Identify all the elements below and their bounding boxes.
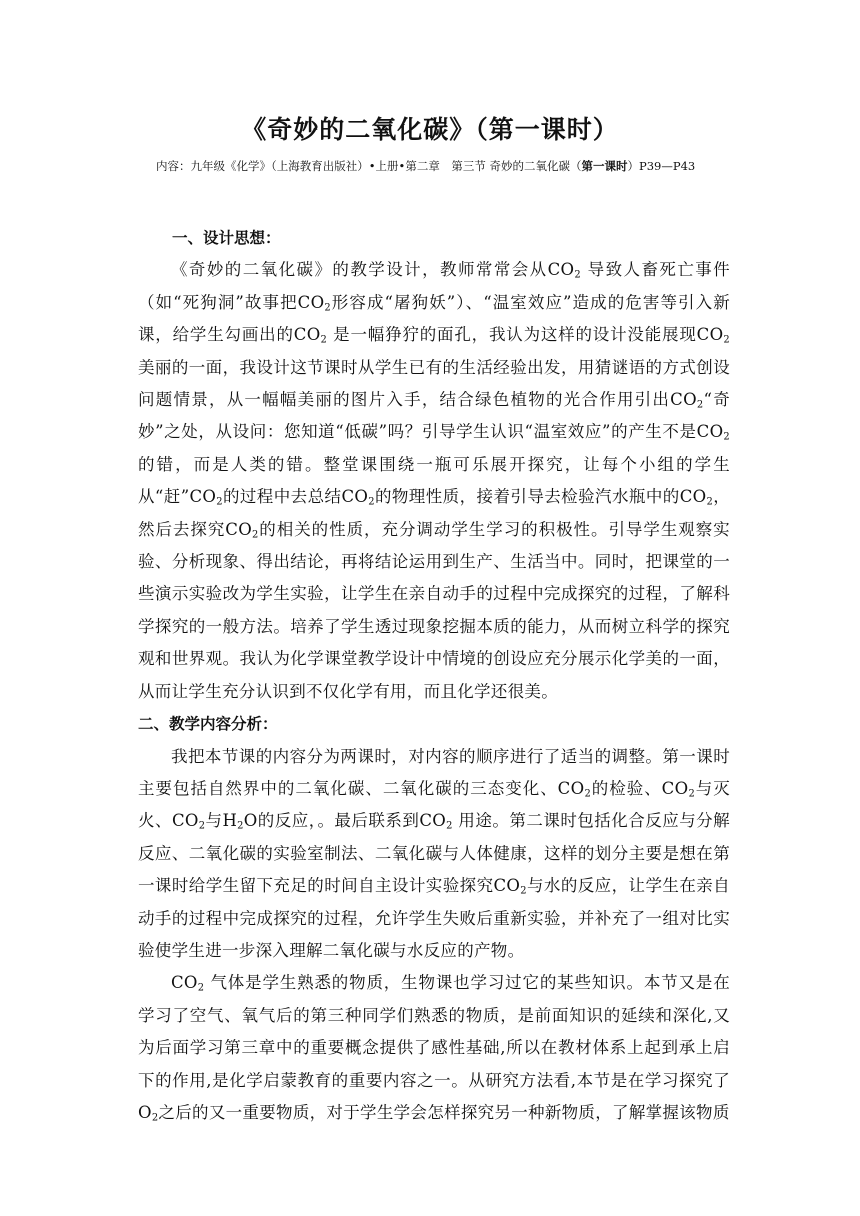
subscript: 2	[237, 820, 244, 832]
text-run: 的检验、CO	[591, 778, 689, 798]
text-run: 是一幅狰狞的面孔，我认为这样的设计没能展现CO	[327, 325, 724, 345]
subscript: 2	[216, 496, 223, 508]
text-run: 美丽的一面，我设计这节课时从学生已有的生活经验出发，用猜谜语的方式创设问题情景，从一幅幅美丽的图片入手，结合绿色植物的光合作用引出CO	[138, 357, 730, 410]
paragraph-content-1	[138, 741, 730, 968]
subscript: 2	[197, 982, 205, 994]
text-run: 的物理性质，接着引导去检验汽水瓶中的CO	[374, 487, 707, 507]
subscript: 2	[706, 496, 714, 508]
paragraph-content-2	[138, 967, 730, 1129]
subscript: 2	[198, 820, 206, 832]
document-title: 《奇妙的二氧化碳》（第一课时）	[241, 115, 619, 144]
text-run: 与灭火、CO	[138, 778, 731, 831]
text-run: 导致人畜死亡事件（如“死狗洞”故事把CO	[138, 260, 730, 312]
subscript: 2	[151, 1112, 159, 1124]
subscript: 2	[320, 334, 328, 346]
subscript: 2	[688, 788, 696, 800]
text-run: 的错，而是人类的错。整堂课围绕一瓶可乐展开探究，让每个小组的学生从“赶”CO	[138, 454, 730, 507]
subscript: 2	[723, 334, 730, 346]
document-meta	[138, 156, 728, 176]
subscript: 2	[574, 269, 581, 281]
subscript: 2	[584, 788, 592, 800]
document-body	[138, 222, 730, 1129]
subscript: 2	[252, 529, 259, 541]
text-run: 的过程中去总结CO	[222, 487, 369, 507]
meta-prefix: 内容：九年级《化学》（上海教育出版社）•上册•第二章 第三节 奇妙的二氧化碳（	[156, 159, 582, 173]
heading-content-analysis: 二、教学内容分析：	[138, 715, 278, 734]
text-run: 用途。第二课时包括化合反应与分解反应、二氧化碳的实验室制法、二氧化碳与人体健康，这样的划分主要是想在第一课时给学生留下充足的时间自主设计实验探究CO	[138, 811, 730, 896]
text-run: CO	[171, 973, 198, 993]
text-run: 形容成“屠狗妖”）、“温室效应”造成的危害等引入新课，给学生勾画出的CO	[138, 292, 730, 345]
text-run: 《奇妙的二氧化碳》的教学设计，教师常常会从CO	[171, 260, 575, 280]
meta-suffix: ）P39—P43	[627, 159, 696, 173]
subscript: 2	[520, 885, 527, 897]
text-run: “奇妙”之处，从设问：您知道“低碳”吗？引导学生认识“温室效应”的产生不是CO	[138, 390, 730, 442]
text-run: ，然后去探究CO	[138, 487, 730, 539]
text-run: 与H	[205, 811, 238, 831]
text-run: 我把本节课的内容分为两课时，对内容的顺序进行了适当的调整。第一课时主要包括自然界中的二氧化碳、二氧化碳的三态变化、CO	[138, 746, 730, 798]
subscript: 2	[696, 399, 704, 411]
subscript: 2	[723, 431, 730, 443]
subscript: 2	[446, 820, 453, 832]
subscript: 2	[368, 496, 375, 508]
subscript: 2	[324, 302, 332, 314]
heading-design: 一、设计思想：	[172, 229, 281, 247]
text-run: 的相关的性质，充分调动学生学习的积极性。引导学生观察实验、分析现象、得出结论，再将结论运用到生产、生活当中。同时，把课堂的一些演示实验改为学生实验，让学生在亲自动手的过程中完成探究的过程，了解科学探究的一般方法。培养了学生透过现象挖掘本质的能力，从而树立科学的探究观和世界观。我认为化学课堂教学设计中情境的创设应充分展示化学美的一面，从而让学生充分认识到不仅化学有用，而且化学还很美。	[138, 519, 730, 701]
paragraph-design	[138, 254, 730, 708]
meta-bold: 第一课时	[581, 159, 628, 173]
text-run: O的反应，。最后联系到CO	[243, 811, 447, 831]
text-run: 与水的反应，让学生在亲自动手的过程中完成探究的过程，允许学生失败后重新实验，并补充了一组对比实验使学生进一步深入理解二氧化碳与水反应的产物。	[138, 876, 730, 960]
text-run: 气体是学生熟悉的物质，生物课也学习过它的某些知识。本节又是在学习了空气、氧气后的第三种同学们熟悉的物质，是前面知识的延续和深化,又为后面学习第三章中的重要概念提供了感性基础,所以在教材体系上起到承上启下的作用,是化学启蒙教育的重要内容之一。从研究方法看,本节是在学习探究了O	[138, 973, 730, 1122]
text-run: 之后的又一重要物质，对于学生学会怎样探究另一种新物质，了解掌握该物质	[158, 1102, 730, 1122]
